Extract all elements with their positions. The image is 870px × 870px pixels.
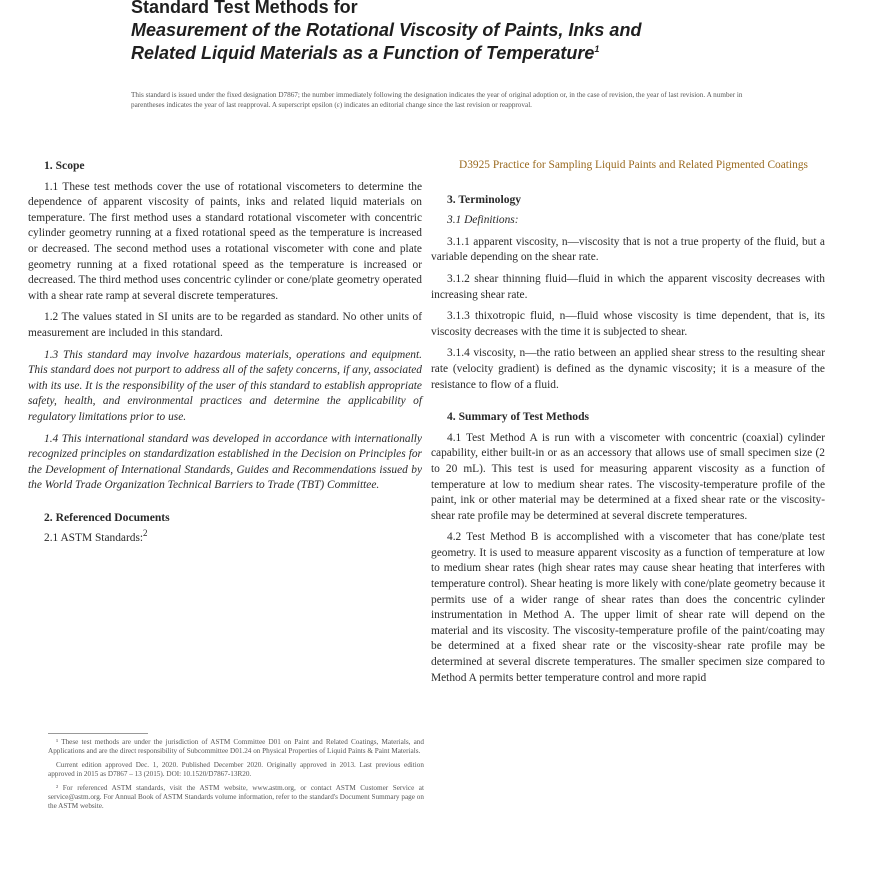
- section-4-heading: 4. Summary of Test Methods: [447, 410, 590, 424]
- title-line-2: Measurement of the Rotational Viscosity of Paints, Inks and: [131, 20, 642, 40]
- footnote-2-marker[interactable]: 2: [143, 528, 148, 539]
- reference-d3925: [431, 158, 825, 174]
- left-column: [28, 158, 422, 553]
- right-column: [431, 158, 825, 692]
- section-3-heading: 3. Terminology: [447, 192, 522, 206]
- para-3-1-1: 3.1.1 apparent viscosity, n—viscosity that is not a true property of the fluid, but a variable depending on the shear rate.: [431, 235, 825, 264]
- footnote-2: ² For referenced ASTM standards, visit the ASTM website, www.astm.org, or contact ASTM Customer Service at service@astm.org. For Annual Book of ASTM Standards volume information, refer to the standard's Document Summary page on the ASTM website.: [48, 783, 424, 811]
- para-1-2: 1.2 The values stated in SI units are to be regarded as standard. No other units of measurement are included in this standard.: [28, 311, 422, 339]
- para-1-4: 1.4 This international standard was developed in accordance with internationally recognized principles on standardization established in the Decision on Principles for the Development of International Standards, Guides and Recommendations issued by the World Trade Organization Technical Barriers to Trade (TBT) Committee.: [28, 432, 422, 492]
- section-1-heading: 1. Scope: [44, 159, 85, 172]
- para-4-1: 4.1 Test Method A is run with a viscometer with concentric (coaxial) cylinder capability, either built-in or as an accessory that allows use of small specimen size (2 to 20 mL). This test is used for measuring apparent viscosity as a function of temperature at low to medium shear rates. The viscosity-temperature profile of the paint, ink or other material may be determined at a fixed shear rate or the viscosity-shear rate profile may be determined at several discrete temperatures.: [431, 431, 825, 522]
- para-3-1: 3.1 Definitions:: [447, 214, 519, 227]
- para-1-3: 1.3 This standard may involve hazardous materials, operations and equipment. This standard does not purport to address all of the safety concerns, if any, associated with its use. It is the responsibility of the user of this standard to establish appropriate safety, health, and environmental practices and determine the applicability of regulatory limitations prior to use.: [28, 348, 422, 423]
- reference-code-link[interactable]: D3925: [459, 159, 491, 171]
- para-2-1-text: 2.1 ASTM Standards:: [44, 532, 144, 545]
- footnote-rule: [48, 733, 148, 734]
- title-line-3-text: Related Liquid Materials as a Function of Temperature: [131, 43, 595, 63]
- para-4-2: 4.2 Test Method B is accomplished with a viscometer that has cone/plate test geometry. It is used to measure apparent viscosity as a function of temperature at low to medium shear rates (high shear rates may cause shear heating that interferes with temperature control). Shear heating is more likely with cone/plate geometry because it permits use of a wider range of shear rates than does the concentric cylinder instrumentation in Method A. The upper limit of shear rate will depend on the material and its viscosity. The viscosity-temperature profile of the paint/coating may be determined at a fixed shear rate or the viscosity-shear rate profile may be determined at several discrete temperatures. The smaller specimen size compared to Method A permits better temperature control and more rapid: [431, 531, 825, 684]
- title-block: [131, 0, 771, 65]
- para-3-1-4: 3.1.4 viscosity, n—the ratio between an applied shear stress to the resulting shear rate (velocity gradient) is defined as the dynamic viscosity; it is a measure of the resistance to flow of a fluid.: [431, 347, 825, 391]
- footnotes: [48, 733, 424, 816]
- title-line-1: Standard Test Methods for: [131, 0, 358, 17]
- para-3-1-2: 3.1.2 shear thinning fluid—fluid in which the apparent viscosity decreases with increasing shear rate.: [431, 272, 825, 301]
- para-3-1-3: 3.1.3 thixotropic fluid, n—fluid whose viscosity is time dependent, that is, its viscosity decreases with the time it is subjected to shear.: [431, 310, 825, 338]
- reference-title[interactable]: Practice for Sampling Liquid Paints and Related Pigmented Coatings: [492, 159, 808, 171]
- para-2-1: [28, 528, 422, 547]
- issuance-note: This standard is issued under the fixed designation D7867; the number immediately following the designation indicates the year of original adoption or, in the case of revision, the year of last revision. A number in parentheses indicates the year of last reapproval. A superscript epsilon (ε) indicates an editorial change since the last revision or reapproval.: [131, 91, 743, 109]
- footnote-1: ¹ These test methods are under the jurisdiction of ASTM Committee D01 on Paint and Related Coatings, Materials, and Applications and are the direct responsibility of Subcommittee D01.24 on Physical Properties of Liquid Paints & Paint Materials.: [48, 738, 424, 756]
- footnote-1-edition: Current edition approved Dec. 1, 2020. Published December 2020. Originally approved in 2013. Last previous edition approved in 2015 as D7867 – 13 (2015). DOI: 10.1520/D7867-13R20.: [48, 760, 424, 779]
- title-footnote-marker[interactable]: 1: [594, 44, 600, 54]
- section-2-heading: 2. Referenced Documents: [44, 510, 170, 524]
- para-1-1: 1.1 These test methods cover the use of rotational viscometers to determine the dependence of apparent viscosity of paints, inks and related liquid materials on temperature. The first method uses a standard rotational viscometer with concentric cylinder geometry running at a fixed rotational speed as the temperature is increased or decreased. The second method uses a rotational viscometer with cone and plate geometry running at a fixed rotational speed as the temperature is increased or decreased. The third method uses concentric cylinder or cone/plate geometry operated with a shear rate ramp at several discrete temperatures.: [28, 180, 422, 302]
- title-line-3: [131, 42, 771, 65]
